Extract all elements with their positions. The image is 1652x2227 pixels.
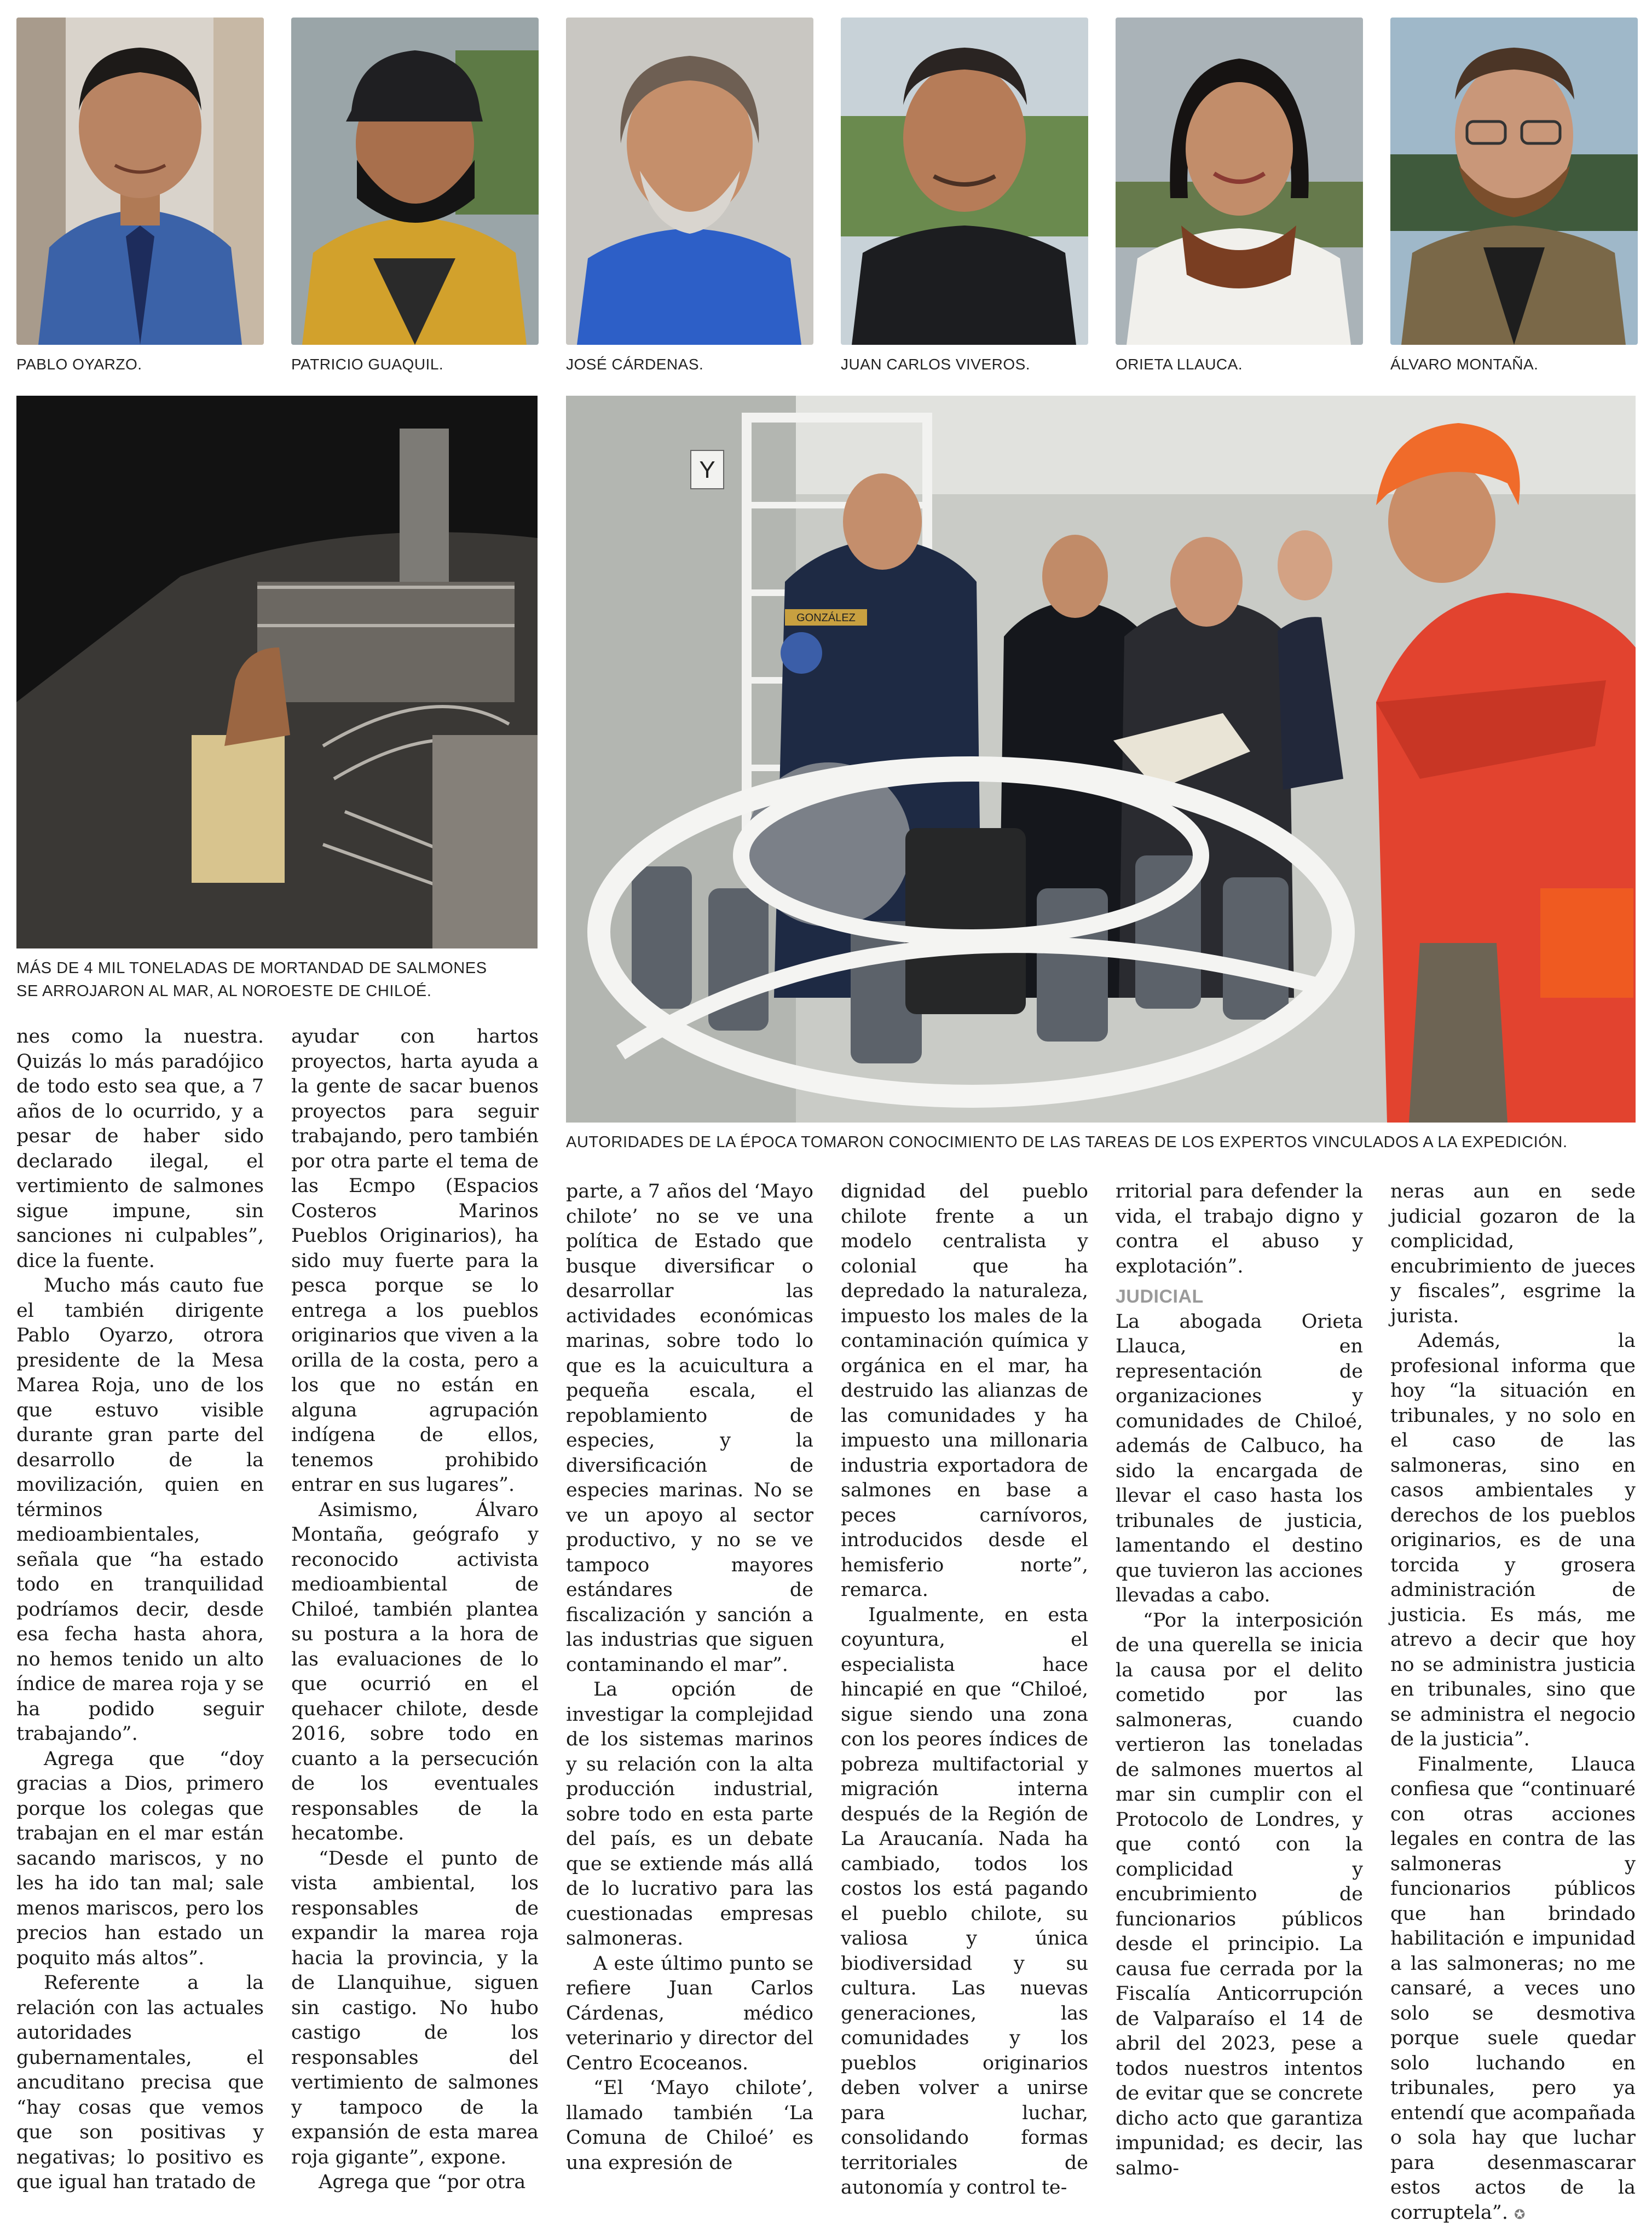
paragraph: Referente a la relación con las actuales autoridades gubernamentales, el ancuditano precisa que “hay cosas que vemos que son positivas y negativas; lo positivo es que igual han tratado de — [16, 1971, 264, 2195]
expedition-photo — [566, 396, 1636, 1123]
paragraph: ayudar con hartos proyectos, harta ayuda a la gente de sacar buenos proyectos para seguir trabajando, pero también por otra parte el tema de las Ecmpo (Espacios Costeros Marinos Pueblos Originarios), ha sido muy fuerte para la pesca porque se lo entrega a los pueblos originarios que viven a la orilla de la costa, pero a los que no están en alguna agrupación indígena de ellos, tenemos prohibido entrar en sus lugares”. — [291, 1025, 539, 1498]
portrait-patricio-guaquil — [291, 18, 539, 345]
portrait-caption: PATRICIO GUAQUIL. — [291, 356, 539, 373]
portrait-juan-carlos-viveros — [841, 18, 1088, 345]
paragraph: neras aun en sede judicial gozaron de la complicidad, encubrimiento de jueces y fiscales”, esgrime la jurista. — [1390, 1179, 1636, 1329]
portrait-caption: ORIETA LLAUCA. — [1116, 356, 1363, 373]
paragraph: Igualmente, en esta coyuntura, el especialista hace hincapié en que “Chiloé, sigue siendo una zona con los peores índices de pobreza multifactorial y migración interna después de la Región de La Araucanía. Nada ha cambiado, todos los costos los está pagando el pueblo chilote, su valiosa y única biodiversidad y su cultura. Las nuevas generaciones, las comunidades y los pueblos originarios deben volver a unirse para luchar, consolidando formas territoriales de autonomía y control te- — [841, 1603, 1088, 2201]
paragraph: “El ‘Mayo chilote’, llamado también ‘La Comuna de Chiloé’ es una expresión de — [566, 2076, 813, 2176]
photo-caption: MÁS DE 4 MIL TONELADAS DE MORTANDAD DE SALMONES SE ARROJARON AL MAR, AL NOROESTE DE CHILOÉ. — [16, 957, 498, 1003]
article-column-4 — [841, 1179, 1088, 2201]
paragraph: rritorial para defender la vida, el trabajo digno y contra el abuso y explotación”. — [1116, 1179, 1363, 1279]
article-column-2 — [291, 1025, 539, 2195]
paragraph: “Por la interposición de una querella se inicia la causa por el delito cometido por las salmoneras, cuando vertieron las toneladas de salmones muertos al mar sin cumplir con el Protocolo de Londres, y que contó con la complicidad y encubrimiento de funcionarios públicos desde el principio. La causa fue cerrada por la Fiscalía Anticorrupción de Valparaíso el 14 de abril del 2023, pese a todos nuestros intentos de evitar que se concrete dicho acto que garantiza impunidad; es decir, las salmo- — [1116, 1609, 1363, 2182]
paragraph: “Desde el punto de vista ambiental, los responsables de expandir la marea roja hacia la provincia, y la de Llanquihue, siguen sin castigo. No hubo castigo de los responsables del vertimiento de salmones y tampoco de la expansión de esta marea roja gigante”, expone. — [291, 1847, 539, 2171]
portrait-alvaro-montana — [1390, 18, 1638, 345]
paragraph: A este último punto se refiere Juan Carlos Cárdenas, médico veterinario y director del Centro Ecoceanos. — [566, 1952, 813, 2076]
portrait-jose-cardenas — [566, 18, 813, 345]
paragraph: La opción de investigar la complejidad de los sistemas marinos y su relación con la alta producción industrial, sobre todo en esta parte del país, es un debate que se extiende más allá de lo lucrativo para las cuestionadas empresas salmoneras. — [566, 1678, 813, 1952]
paragraph-text: Finalmente, Llauca confiesa que “continuaré con otras acciones legales en contra de las salmoneras y funcionarios públicos que han brindado habilitación e impunidad a las salmoneras; no me cansaré, a veces uno solo se desmotiva porque suele quedar solo luchando en tribunales, pero ya entendí que acompañada o sola hay que luchar para desenmascarar estos actos de la corruptela”. — [1390, 1754, 1636, 2224]
article-column-5 — [1116, 1179, 1363, 2181]
paragraph: parte, a 7 años del ‘Mayo chilote’ no se ve una política de Estado que busque diversificar o desarrollar las actividades económicas marinas, sobre todo lo que es la acuicultura a pequeña escala, el repoblamiento de especies, y la diversificación de especies marinas. No se ve un apoyo al sector productivo, y no se ve tampoco mayores estándares de fiscalización y sanción a las industrias que siguen contaminando el mar”. — [566, 1179, 813, 1678]
paragraph — [1390, 1752, 1636, 2227]
portrait-caption: JUAN CARLOS VIVEROS. — [841, 356, 1088, 373]
paragraph: Además, la profesional informa que hoy “la situación en tribunales, y no solo en el caso de las salmoneras, sino en casos ambientales y derechos de los pueblos originarios, es de una torcida y grosera administración de justicia. Es más, me atrevo a decir que hoy no se administra justicia en tribunales, sino que se administra el negocio de la justicia”. — [1390, 1329, 1636, 1752]
uniform-label: GONZÁLEZ — [796, 611, 856, 624]
article-column-1 — [16, 1025, 264, 2195]
photo-caption: AUTORIDADES DE LA ÉPOCA TOMARON CONOCIMIENTO DE LAS TAREAS DE LOS EXPERTOS VINCULADOS A LA EXPEDICIÓN. — [566, 1131, 1636, 1154]
post-label: Y — [699, 456, 715, 483]
salmon-dumping-photo — [16, 396, 538, 948]
paragraph: nes como la nuestra. Quizás lo más paradójico de todo esto sea que, a 7 años de lo ocurrido, y a pesar de haber sido declarado ilegal, el vertimiento de salmones sigue impune, sin sanciones ni culpables”, dice la fuente. — [16, 1025, 264, 1274]
paragraph: Asimismo, Álvaro Montaña, geógrafo y reconocido activista medioambiental de Chiloé, también plantea su postura a la hora de las evaluaciones de lo que ocurrió en el quehacer chilote, desde 2016, sobre todo en cuanto a la persecución de los eventuales responsables de la hecatombe. — [291, 1498, 539, 1847]
section-subheading: JUDICIAL — [1116, 1285, 1363, 1310]
article-column-6 — [1390, 1179, 1636, 2227]
portrait-pablo-oyarzo — [16, 18, 264, 345]
portrait-orieta-llauca — [1116, 18, 1363, 345]
paragraph: Agrega que “por otra — [291, 2170, 539, 2195]
paragraph: La abogada Orieta Llauca, en representación de organizaciones y comunidades de Chiloé, además de Calbuco, ha sido la encargada de llevar el caso hasta los tribunales de justicia, lamentando el destino que tuvieron las acciones llevadas a cabo. — [1116, 1310, 1363, 1609]
paragraph: Agrega que “doy gracias a Dios, primero porque los colegas que trabajan en el mar están sacando mariscos, y no les ha ido tan mal; sale menos mariscos, pero los precios han estado un poquito más altos”. — [16, 1747, 264, 1971]
paragraph: Mucho más cauto fue el también dirigente Pablo Oyarzo, otrora presidente de la Mesa Marea Roja, uno de los que estuvo visible durante gran parte del desarrollo de la movilización, quien en términos medioambientales, señala que “ha estado todo en tranquilidad podríamos decir, desde esa fecha hasta ahora, no hemos tenido un alto índice de marea roja y se ha podido seguir trabajando”. — [16, 1274, 264, 1747]
end-mark-icon: ✪ — [1514, 2207, 1525, 2222]
article-column-3 — [566, 1179, 813, 2176]
portrait-caption: ÁLVARO MONTAÑA. — [1390, 356, 1638, 373]
portrait-caption: JOSÉ CÁRDENAS. — [566, 356, 813, 373]
portrait-caption: PABLO OYARZO. — [16, 356, 264, 373]
paragraph: dignidad del pueblo chilote frente a un modelo centralista y colonial que ha depredado la naturaleza, impuesto los males de la contaminación química y orgánica en el mar, ha destruido las alianzas de las comunidades y ha impuesto una millonaria industria exportadora de salmones en base a peces carnívoros, introducidos desde el hemisferio norte”, remarca. — [841, 1179, 1088, 1603]
